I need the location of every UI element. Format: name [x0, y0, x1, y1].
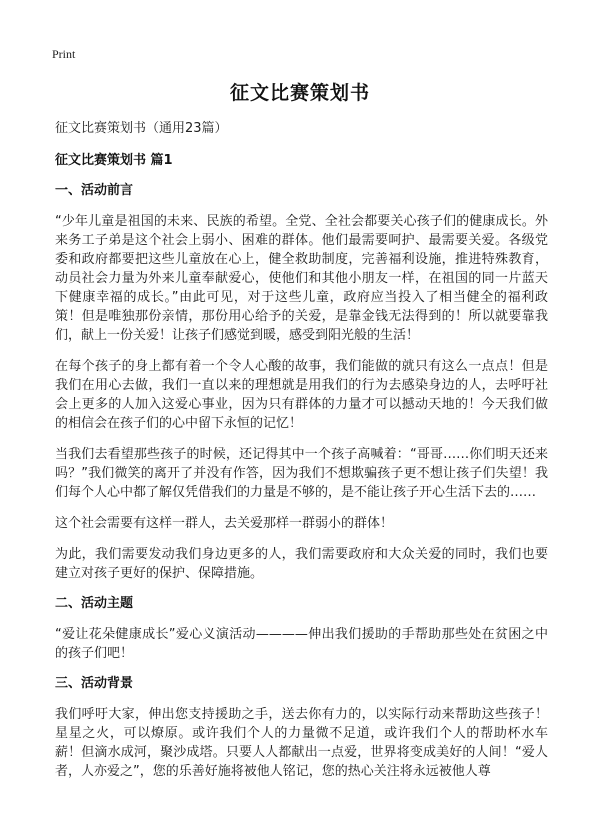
paragraph: 我们呼吁大家，伸出您支持援助之手，送去你有力的，以实际行动来帮助这些孩子！星星之火，可以燎原。或许我们个人的力量微不足道，或许我们个人的帮助杯水车薪！但滴水成河，聚沙成塔。只要人人都献出一点爱，世界将变成美好的人间！“爱人者，人亦爱之”，您的乐善好施将被他人铭记，您的热心关注将永远被他人尊	[55, 707, 548, 779]
section-heading-theme: 二、活动主题	[55, 596, 134, 611]
part-heading: 征文比赛策划书 篇1	[55, 153, 173, 168]
paragraph: 在每个孩子的身上都有着一个令人心酸的故事，我们能做的就只有这么一点点！但是我们在用心去做，我们一直以来的理想就是用我们的行为去感染身边的人，去呼吁社会上更多的人加入这爱心事业，因为只有群体的力量才可以撼动天地的！今天我们做的相信会在孩子们的心中留下永恒的记忆！	[55, 359, 548, 431]
page-title: 征文比赛策划书	[229, 82, 370, 104]
section-heading-background: 三、活动背景	[55, 676, 134, 691]
document-body	[55, 120, 548, 793]
paragraph: 为此，我们需要发动我们身边更多的人，我们需要政府和大众关爱的同时，我们也要建立对孩子更好的保护、保障措施。	[55, 547, 548, 581]
section-heading-preface: 一、活动前言	[55, 183, 134, 198]
paragraph: 这个社会需要有这样一群人，去关爱那样一群弱小的群体！	[55, 516, 394, 531]
paragraph: “爱让花朵健康成长”爱心义演活动————伸出我们援助的手帮助那些处在贫困之中的孩子们吧！	[55, 627, 548, 661]
print-link[interactable]: Print	[52, 47, 76, 61]
paragraph: “少年儿童是祖国的未来、民族的希望。全党、全社会都要关心孩子们的健康成长。外来务工子弟是这个社会上弱小、困难的群体。他们最需要呵护、最需要关爱。各级党委和政府都要把这些儿童放在心上，健全救助制度，完善福利设施，推进特殊教育，动员社会力量为外来儿童奉献爱心，使他们和其他小朋友一样，在祖国的同一片蓝天下健康幸福的成长。”由此可见，对于这些儿童，政府应当投入了相当健全的福利政策！但是唯独那份亲情，那份用心给予的关爱，是靠金钱无法得到的！所以就要靠我们，献上一份关爱！让孩子们感觉到暖，感受到阳光般的生活！	[55, 214, 548, 343]
document-subtitle: 征文比赛策划书（通用23篇）	[55, 121, 228, 136]
paragraph: 当我们去看望那些孩子的时候，还记得其中一个孩子高喊着：“哥哥……你们明天还来吗？”我们微笑的离开了并没有作答，因为我们不想欺骗孩子更不想让孩子们失望！我们每个人心中都了解仅凭借我们的力量是不够的，是不能让孩子开心生活下去的……	[55, 447, 548, 500]
